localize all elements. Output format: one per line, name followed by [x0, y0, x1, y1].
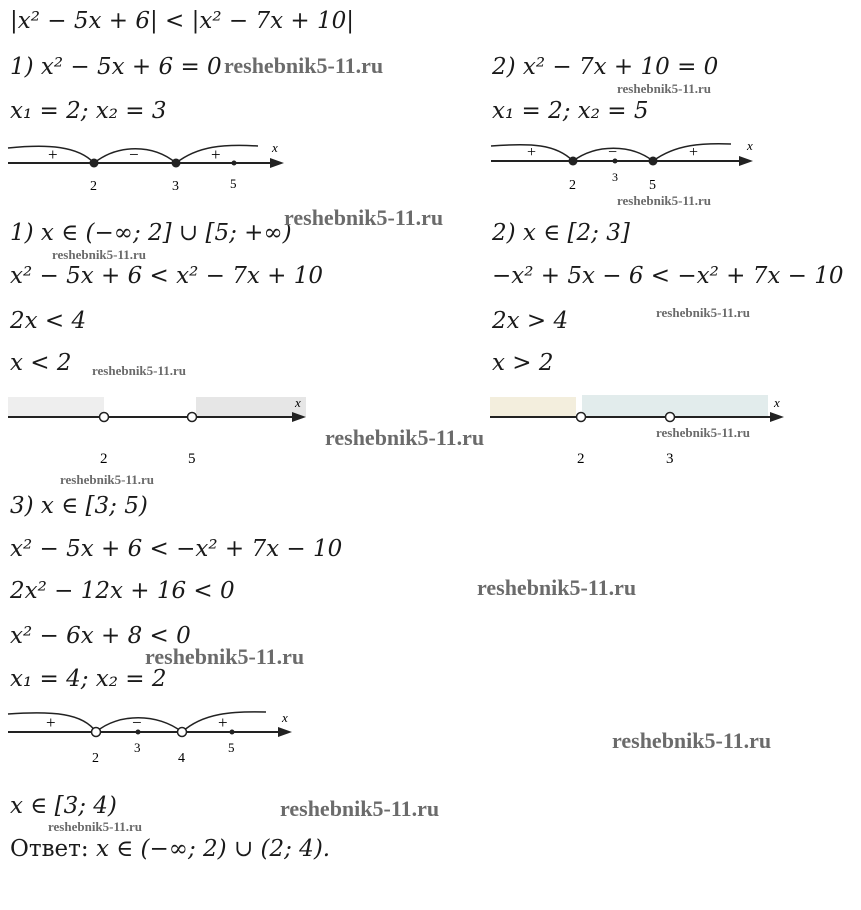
answer-value: x ∈ (−∞; 2) ∪ (2; 4). — [95, 836, 331, 862]
axis-label: x — [774, 395, 780, 410]
case-2-heading: 2) x ∈ [2; 3] — [492, 220, 630, 246]
tick-label: 5 — [649, 178, 656, 193]
shaded-region — [582, 395, 768, 417]
sign-minus: − — [129, 145, 139, 164]
case-3-line-2: 2x² − 12x + 16 < 0 — [10, 578, 235, 604]
axis-arrow — [770, 412, 784, 422]
case-2-line-1: −x² + 5x − 6 < −x² + 7x − 10 — [492, 263, 844, 289]
tick-label: 5 — [188, 451, 196, 467]
axis-label: x — [272, 140, 278, 155]
case-1-line-3: x < 2 — [10, 350, 72, 376]
watermark: reshebnik5-11.ru — [617, 193, 712, 208]
answer-label: Ответ: — [10, 836, 89, 862]
answer-line — [10, 838, 330, 861]
tick-label: 5 — [230, 176, 237, 191]
case-3-result: x ∈ [3; 4) — [10, 793, 117, 819]
point-open — [577, 413, 586, 422]
axis-label: x — [295, 395, 301, 410]
roots-1: x₁ = 2; x₂ = 3 — [10, 98, 167, 124]
point-open — [188, 413, 197, 422]
watermark: reshebnik5-11.ru — [477, 575, 637, 600]
watermark: reshebnik5-11.ru — [280, 796, 440, 821]
tick-label: 2 — [569, 178, 576, 193]
case-3-heading: 3) x ∈ [3; 5) — [10, 493, 148, 519]
watermark: reshebnik5-11.ru — [284, 205, 444, 230]
sign-minus: − — [608, 144, 618, 161]
problem-statement: |x² − 5x + 6| < |x² − 7x + 10| — [10, 8, 354, 34]
tick-label: 2 — [577, 451, 585, 467]
axis-arrow — [739, 156, 753, 166]
sign-plus: + — [46, 713, 56, 732]
tick-label: 3 — [612, 170, 618, 184]
tick-label: 2 — [90, 179, 97, 194]
sign-plus: + — [211, 145, 221, 164]
sign-plus: + — [527, 144, 537, 161]
shaded-region — [8, 397, 104, 417]
axis-arrow — [278, 727, 292, 737]
watermark: reshebnik5-11.ru — [325, 425, 485, 450]
axis-label: x — [747, 138, 753, 153]
case-1-line-2: 2x < 4 — [10, 308, 87, 334]
tick-label: 2 — [100, 451, 108, 467]
number-line-5 — [8, 708, 308, 778]
watermark: reshebnik5-11.ru — [612, 728, 772, 753]
watermark: reshebnik5-11.ru — [145, 644, 305, 669]
point-filled — [172, 159, 181, 168]
point-open — [178, 728, 187, 737]
point-filled — [90, 159, 99, 168]
number-line-2 — [491, 138, 766, 198]
case-1-heading: 1) x ∈ (−∞; 2] ∪ [5; +∞) — [10, 220, 292, 246]
equation-1: 1) x² − 5x + 6 = 0 — [10, 54, 222, 80]
case-3-roots: x₁ = 4; x₂ = 2 — [10, 666, 167, 692]
case-1-line-1: x² − 5x + 6 < x² − 7x + 10 — [10, 263, 323, 289]
tick-label: 2 — [92, 751, 99, 766]
case-3-line-3: x² − 6x + 8 < 0 — [10, 623, 191, 649]
point-open — [92, 728, 101, 737]
sign-plus: + — [48, 145, 58, 164]
case-2-line-3: x > 2 — [492, 350, 554, 376]
watermark: reshebnik5-11.ru — [60, 472, 155, 487]
watermark: reshebnik5-11.ru — [656, 305, 751, 320]
axis-arrow — [270, 158, 284, 168]
point-dot — [230, 730, 235, 735]
watermark: reshebnik5-11.ru — [48, 819, 143, 834]
tick-label: 4 — [178, 751, 185, 766]
watermark: reshebnik5-11.ru — [92, 363, 187, 378]
watermark: reshebnik5-11.ru — [617, 81, 712, 96]
axis-label: x — [282, 710, 288, 725]
watermark: reshebnik5-11.ru — [52, 247, 147, 262]
shaded-region — [196, 397, 306, 417]
equation-2: 2) x² − 7x + 10 = 0 — [492, 54, 719, 80]
sign-plus: + — [689, 144, 699, 161]
sign-plus: + — [218, 713, 228, 732]
sign-minus: − — [132, 713, 142, 732]
tick-label: 5 — [228, 740, 235, 755]
tick-label: 3 — [172, 179, 179, 194]
case-2-line-2: 2x > 4 — [492, 308, 569, 334]
watermark: reshebnik5-11.ru — [656, 425, 751, 440]
point-open — [100, 413, 109, 422]
watermark: reshebnik5-11.ru — [224, 53, 384, 78]
point-filled — [569, 157, 578, 166]
number-line-3 — [8, 395, 308, 465]
number-line-1 — [8, 138, 298, 198]
tick-label: 3 — [666, 451, 674, 467]
point-dot — [232, 161, 237, 166]
tick-label: 3 — [134, 740, 141, 755]
roots-2: x₁ = 2; x₂ = 5 — [492, 98, 649, 124]
shaded-region — [490, 397, 576, 417]
point-filled — [649, 157, 658, 166]
point-open — [666, 413, 675, 422]
case-3-line-1: x² − 5x + 6 < −x² + 7x − 10 — [10, 536, 343, 562]
